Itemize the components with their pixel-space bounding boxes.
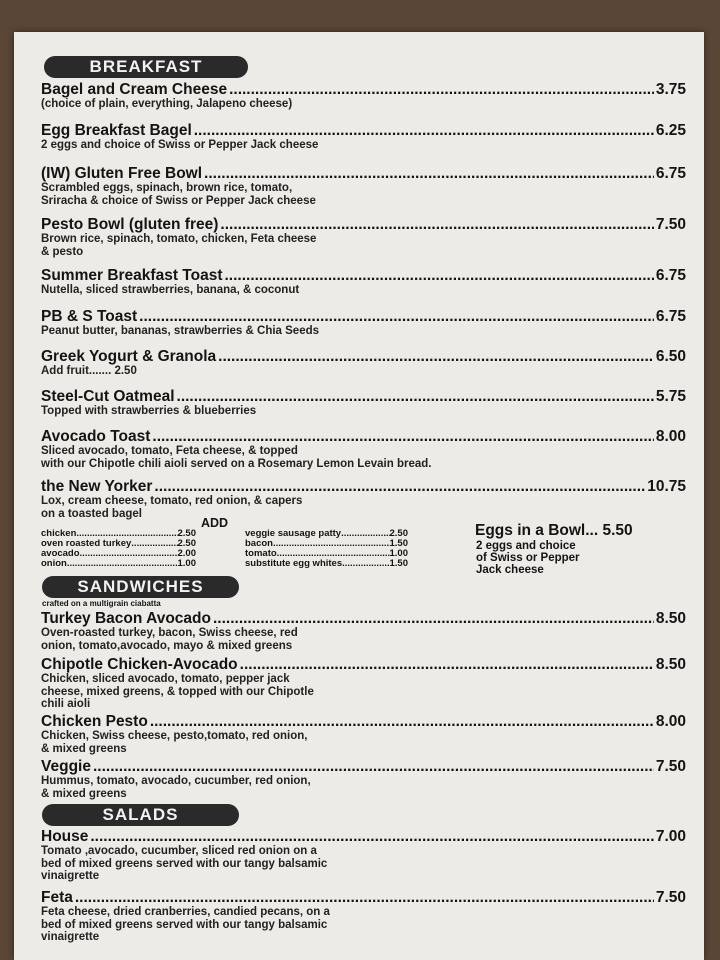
menu-item [41, 428, 686, 470]
item-price: 7.00 [655, 828, 686, 845]
sandwiches-note: crafted on a multigrain ciabatta [42, 599, 161, 608]
menu-item [41, 889, 686, 944]
item-name: House [41, 828, 89, 845]
item-price: 8.50 [655, 610, 686, 627]
add-option: substitute egg whites ..... 1.50 [245, 559, 408, 569]
menu-item [41, 478, 686, 520]
add-option: onion ..... 1.00 [41, 559, 196, 569]
item-desc: Chicken, Swiss cheese, pesto,tomato, red onion, [41, 730, 308, 742]
menu-item [41, 267, 686, 297]
add-heading: ADD [201, 516, 229, 530]
item-desc: Add fruit....... 2.50 [41, 365, 137, 377]
item-desc: Lox, cream cheese, tomato, red onion, & capers [41, 495, 303, 507]
item-price: 5.50 [602, 522, 633, 539]
menu-item [41, 165, 686, 207]
add-column-1 [41, 529, 196, 569]
menu-item [41, 81, 686, 111]
item-desc: of Swiss or Pepper [476, 552, 580, 564]
item-name: PB & S Toast [41, 308, 138, 325]
item-name: (IW) Gluten Free Bowl [41, 165, 203, 182]
add-option: veggie sausage patty ..... 2.50 [245, 529, 408, 539]
item-desc: vinaigrette [41, 870, 100, 882]
item-desc: 2 eggs and choice of Swiss or Pepper Jack cheese [41, 139, 319, 151]
add-option: tomato ..... 1.00 [245, 549, 408, 559]
item-name: Feta [41, 889, 73, 906]
item-name: the New Yorker [41, 478, 153, 495]
breakfast-heading: BREAKFAST [44, 56, 248, 78]
sandwiches-heading: SANDWICHES [42, 576, 239, 598]
menu-item [41, 828, 686, 883]
item-name: Avocado Toast [41, 428, 151, 445]
item-desc: Oven-roasted turkey, bacon, Swiss cheese, red [41, 627, 298, 639]
item-name: Veggie [41, 758, 91, 775]
item-name: Eggs in a Bowl... [475, 522, 599, 539]
item-desc: Hummus, tomato, avocado, cucumber, red onion, [41, 775, 311, 787]
item-price: 10.75 [647, 478, 686, 495]
add-option: oven roasted turkey ..... 2.50 [41, 539, 196, 549]
item-desc: & pesto [41, 245, 84, 258]
item-desc: Jack cheese [476, 564, 544, 576]
item-desc: on a toasted bagel [41, 507, 142, 520]
item-name: Greek Yogurt & Granola [41, 348, 217, 365]
menu-item [41, 656, 686, 711]
item-price: 6.25 [655, 122, 686, 139]
item-price: 6.75 [655, 308, 686, 325]
item-desc: Topped with strawberries & blueberries [41, 405, 257, 417]
item-name: Steel-Cut Oatmeal [41, 388, 175, 405]
item-desc: bed of mixed greens served with our tangy balsamic [41, 857, 328, 870]
item-desc: chili aioli [41, 698, 91, 710]
menu-item [41, 610, 686, 652]
item-desc: Nutella, sliced strawberries, banana, & coconut [41, 284, 300, 296]
item-price: 6.75 [655, 165, 686, 182]
item-name: Pesto Bowl (gluten free) [41, 216, 219, 233]
item-desc: Chicken, sliced avocado, tomato, pepper jack [41, 673, 290, 685]
item-name: Chicken Pesto [41, 713, 148, 730]
item-price: 8.00 [655, 428, 686, 445]
menu-item [41, 713, 686, 755]
add-option: chicken ..... 2.50 [41, 529, 196, 539]
item-desc: onion, tomato,avocado, mayo & mixed greens [41, 639, 293, 652]
add-option: avocado ..... 2.00 [41, 549, 196, 559]
item-desc: & mixed greens [41, 742, 127, 755]
item-desc: Sliced avocado, tomato, Feta cheese, & topped [41, 445, 298, 457]
item-price: 5.75 [655, 388, 686, 405]
menu-item [41, 758, 686, 800]
add-column-2 [245, 529, 408, 569]
menu-item [41, 308, 686, 338]
menu-item [41, 216, 686, 258]
item-desc: bed of mixed greens served with our tangy balsamic [41, 918, 328, 931]
item-name: Summer Breakfast Toast [41, 267, 223, 284]
item-name: Chipotle Chicken-Avocado [41, 656, 238, 673]
item-desc: cheese, mixed greens, & topped with our Chipotle [41, 685, 314, 698]
item-desc: (choice of plain, everything, Jalapeno cheese) [41, 98, 293, 110]
item-desc: & mixed greens [41, 787, 127, 800]
item-desc: 2 eggs and choice [476, 540, 576, 552]
item-price: 3.75 [655, 81, 686, 98]
menu-item [41, 348, 686, 378]
menu-page [14, 32, 704, 960]
item-desc: Scrambled eggs, spinach, brown rice, tomato, [41, 182, 293, 194]
item-desc: with our Chipotle chili aioli served on a Rosemary Lemon Levain bread. [41, 457, 432, 470]
menu-item [41, 122, 686, 152]
item-desc: Feta cheese, dried cranberries, candied pecans, on a [41, 906, 330, 918]
item-price: 6.50 [655, 348, 686, 365]
item-desc: Sriracha & choice of Swiss or Pepper Jack cheese [41, 194, 316, 207]
item-desc: Brown rice, spinach, tomato, chicken, Feta cheese [41, 233, 317, 245]
item-price: 7.50 [655, 889, 686, 906]
item-desc: Peanut butter, bananas, strawberries & Chia Seeds [41, 325, 320, 337]
item-price: 7.50 [655, 216, 686, 233]
eggs-in-a-bowl [475, 522, 690, 576]
item-desc: vinaigrette [41, 931, 100, 943]
item-price: 8.00 [655, 713, 686, 730]
salads-heading: SALADS [42, 804, 239, 826]
add-option: bacon ..... 1.50 [245, 539, 408, 549]
item-name: Bagel and Cream Cheese [41, 81, 228, 98]
item-price: 6.75 [655, 267, 686, 284]
item-desc: Tomato ,avocado, cucumber, sliced red onion on a [41, 845, 317, 857]
menu-item [41, 388, 686, 418]
item-name: Turkey Bacon Avocado [41, 610, 211, 627]
item-price: 8.50 [655, 656, 686, 673]
item-price: 7.50 [655, 758, 686, 775]
item-name: Egg Breakfast Bagel [41, 122, 192, 139]
